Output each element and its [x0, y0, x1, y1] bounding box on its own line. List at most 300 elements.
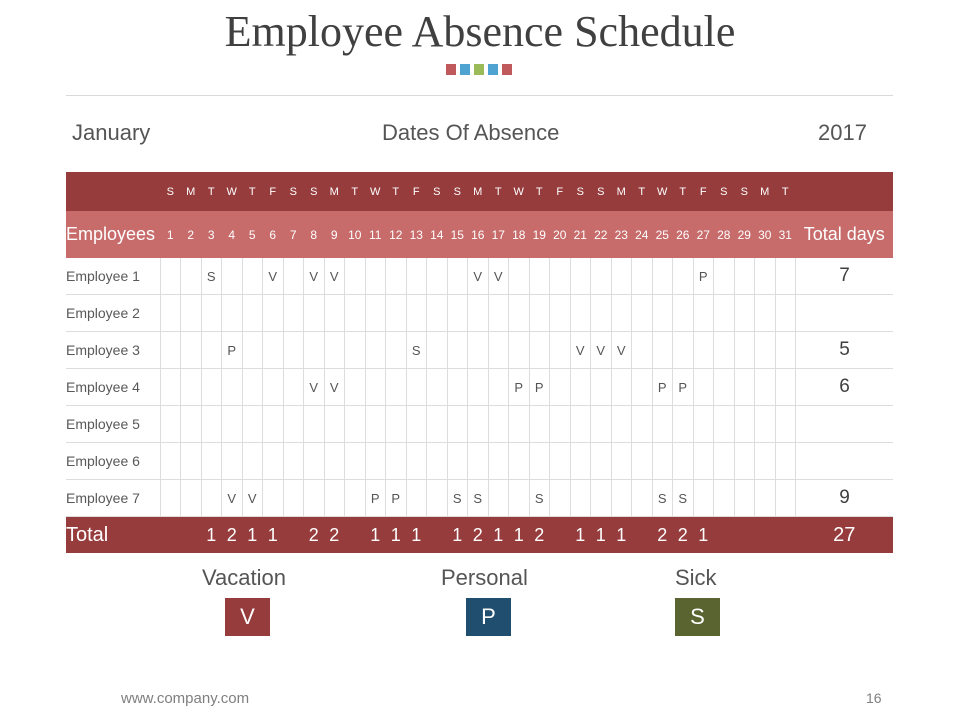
absence-cell [386, 369, 407, 406]
page-number: 16 [866, 690, 882, 706]
absence-table [66, 172, 893, 553]
absence-cell [632, 443, 653, 480]
daily-total: 2 [652, 517, 673, 554]
weekday-header-row [66, 172, 893, 211]
absence-cell [324, 443, 345, 480]
legend-personal-label: Personal [441, 565, 528, 590]
daily-total: 1 [611, 517, 632, 554]
daily-total [427, 517, 448, 554]
year-label: 2017 [818, 120, 867, 145]
absence-cell [242, 443, 263, 480]
daily-total: 2 [529, 517, 550, 554]
absence-cell [591, 369, 612, 406]
absence-cell [755, 258, 776, 295]
absence-cell [304, 406, 325, 443]
absence-cell [160, 480, 181, 517]
absence-cell: V [324, 369, 345, 406]
absence-cell [242, 406, 263, 443]
weekday-label: M [611, 172, 632, 211]
decor-square [474, 64, 484, 75]
absence-cell [775, 369, 796, 406]
table-row [66, 332, 893, 369]
absence-cell [755, 332, 776, 369]
table-row [66, 406, 893, 443]
day-number: 15 [447, 211, 468, 258]
absence-cell [693, 295, 714, 332]
weekday-label: T [529, 172, 550, 211]
absence-cell [304, 480, 325, 517]
absence-cell [242, 258, 263, 295]
absence-cell [386, 332, 407, 369]
weekday-label: S [734, 172, 755, 211]
absence-cell [263, 332, 284, 369]
daily-total: 1 [242, 517, 263, 554]
absence-cell [673, 406, 694, 443]
absence-cell [775, 258, 796, 295]
absence-cell [632, 369, 653, 406]
employee-total: 6 [796, 369, 894, 406]
daily-total: 1 [263, 517, 284, 554]
absence-cell: V [488, 258, 509, 295]
absence-cell [201, 332, 222, 369]
absence-cell [775, 480, 796, 517]
absence-cell [652, 406, 673, 443]
weekday-header-spacer [66, 172, 160, 211]
absence-cell [693, 406, 714, 443]
absence-cell [181, 443, 202, 480]
absence-cell [570, 406, 591, 443]
weekday-label: M [324, 172, 345, 211]
absence-cell [222, 258, 243, 295]
daily-total: 1 [509, 517, 530, 554]
absence-cell [160, 369, 181, 406]
absence-cell [181, 369, 202, 406]
absence-cell [427, 443, 448, 480]
table-row [66, 480, 893, 517]
day-number: 13 [406, 211, 427, 258]
absence-cell [324, 406, 345, 443]
absence-cell: V [611, 332, 632, 369]
absence-cell [611, 295, 632, 332]
daily-total: 2 [673, 517, 694, 554]
absence-cell [550, 258, 571, 295]
absence-cell [365, 443, 386, 480]
absence-cell [386, 443, 407, 480]
absence-cell [324, 332, 345, 369]
absence-cell [201, 480, 222, 517]
absence-cell [693, 443, 714, 480]
title-decoration [446, 64, 512, 75]
daily-total: 1 [693, 517, 714, 554]
absence-cell: S [201, 258, 222, 295]
table-row [66, 443, 893, 480]
absence-cell [283, 480, 304, 517]
absence-cell [550, 332, 571, 369]
absence-cell [591, 480, 612, 517]
absence-cell [345, 369, 366, 406]
daily-total: 2 [222, 517, 243, 554]
absence-cell [529, 332, 550, 369]
absence-cell [632, 332, 653, 369]
absence-cell [693, 332, 714, 369]
absence-cell [181, 295, 202, 332]
day-number: 29 [734, 211, 755, 258]
absence-cell [509, 406, 530, 443]
day-number: 6 [263, 211, 284, 258]
absence-cell [386, 295, 407, 332]
absence-cell: V [304, 369, 325, 406]
day-number: 17 [488, 211, 509, 258]
absence-cell [468, 295, 489, 332]
absence-cell: P [509, 369, 530, 406]
legend-sick-label: Sick [675, 565, 717, 590]
weekday-label: S [304, 172, 325, 211]
absence-cell [283, 295, 304, 332]
absence-cell [324, 295, 345, 332]
absence-cell [365, 295, 386, 332]
absence-cell: V [591, 332, 612, 369]
absence-cell [734, 443, 755, 480]
absence-cell [775, 295, 796, 332]
absence-cell [714, 406, 735, 443]
absence-cell [755, 295, 776, 332]
daily-total [160, 517, 181, 554]
absence-cell [263, 480, 284, 517]
absence-cell: V [304, 258, 325, 295]
absence-cell [181, 258, 202, 295]
absence-cell [673, 332, 694, 369]
weekday-label: W [222, 172, 243, 211]
absence-cell [324, 480, 345, 517]
absence-cell: V [263, 258, 284, 295]
absence-cell [345, 406, 366, 443]
daily-total [632, 517, 653, 554]
daily-total: 1 [386, 517, 407, 554]
absence-cell [427, 406, 448, 443]
absence-cell [365, 332, 386, 369]
weekday-label: F [263, 172, 284, 211]
absence-cell [304, 443, 325, 480]
absence-cell [365, 258, 386, 295]
absence-cell [734, 369, 755, 406]
weekday-label: T [386, 172, 407, 211]
absence-cell: S [529, 480, 550, 517]
absence-cell: P [386, 480, 407, 517]
employee-name: Employee 1 [66, 258, 160, 295]
day-number: 28 [714, 211, 735, 258]
legend-sick-box: S [675, 598, 720, 636]
absence-cell [406, 258, 427, 295]
absence-cell [345, 443, 366, 480]
employee-total: 5 [796, 332, 894, 369]
absence-cell [427, 295, 448, 332]
absence-cell [714, 332, 735, 369]
employee-total: 9 [796, 480, 894, 517]
absence-cell [714, 480, 735, 517]
absence-cell [263, 406, 284, 443]
absence-cell [673, 443, 694, 480]
day-number: 9 [324, 211, 345, 258]
absence-cell [611, 443, 632, 480]
weekday-label: W [652, 172, 673, 211]
daily-total: 2 [304, 517, 325, 554]
absence-cell [529, 258, 550, 295]
absence-cell [714, 295, 735, 332]
employee-name: Employee 7 [66, 480, 160, 517]
weekday-label: S [447, 172, 468, 211]
grand-total: 27 [796, 517, 894, 554]
employee-total [796, 406, 894, 443]
daily-total [283, 517, 304, 554]
day-number: 25 [652, 211, 673, 258]
day-number: 31 [775, 211, 796, 258]
day-number: 12 [386, 211, 407, 258]
table-row [66, 295, 893, 332]
absence-cell [447, 332, 468, 369]
day-number: 21 [570, 211, 591, 258]
absence-cell [611, 480, 632, 517]
absence-cell: P [693, 258, 714, 295]
absence-cell [201, 443, 222, 480]
absence-cell [345, 332, 366, 369]
decor-square [488, 64, 498, 75]
weekday-label: T [488, 172, 509, 211]
absence-cell [488, 480, 509, 517]
daily-total [775, 517, 796, 554]
absence-cell [632, 480, 653, 517]
absence-cell [652, 443, 673, 480]
absence-cell [283, 332, 304, 369]
absence-cell: S [673, 480, 694, 517]
day-number: 18 [509, 211, 530, 258]
absence-cell [570, 295, 591, 332]
decor-square [460, 64, 470, 75]
absence-cell [714, 443, 735, 480]
absence-cell [406, 369, 427, 406]
absence-cell [427, 369, 448, 406]
legend-personal-box: P [466, 598, 511, 636]
absence-cell [160, 406, 181, 443]
absence-cell [365, 406, 386, 443]
absence-cell [734, 332, 755, 369]
absence-cell [591, 258, 612, 295]
absence-cell [755, 443, 776, 480]
absence-cell [406, 443, 427, 480]
day-number: 19 [529, 211, 550, 258]
weekday-label: T [345, 172, 366, 211]
daily-total: 2 [324, 517, 345, 554]
absence-cell [632, 406, 653, 443]
absence-cell [652, 295, 673, 332]
absence-cell [550, 369, 571, 406]
absence-cell [468, 369, 489, 406]
weekday-label: F [406, 172, 427, 211]
daily-total [181, 517, 202, 554]
absence-cell [345, 258, 366, 295]
absence-cell: P [365, 480, 386, 517]
legend-vacation-box: V [225, 598, 270, 636]
absence-cell [550, 406, 571, 443]
daily-total [345, 517, 366, 554]
daily-total: 2 [468, 517, 489, 554]
absence-cell [447, 406, 468, 443]
daily-total: 1 [488, 517, 509, 554]
total-label: Total [66, 517, 160, 554]
absence-cell [181, 480, 202, 517]
day-number: 24 [632, 211, 653, 258]
absence-cell [304, 332, 325, 369]
absence-cell [283, 258, 304, 295]
daily-total [755, 517, 776, 554]
employees-header: Employees [66, 211, 160, 258]
absence-cell [570, 258, 591, 295]
absence-cell [652, 258, 673, 295]
absence-cell [591, 295, 612, 332]
absence-cell [632, 295, 653, 332]
day-number: 4 [222, 211, 243, 258]
day-number: 1 [160, 211, 181, 258]
employee-name: Employee 5 [66, 406, 160, 443]
day-number: 20 [550, 211, 571, 258]
absence-cell [242, 332, 263, 369]
absence-cell [160, 332, 181, 369]
day-number: 2 [181, 211, 202, 258]
weekday-label: S [160, 172, 181, 211]
employee-name: Employee 2 [66, 295, 160, 332]
absence-cell: S [468, 480, 489, 517]
daily-total: 1 [406, 517, 427, 554]
weekday-label: W [509, 172, 530, 211]
absence-cell [242, 369, 263, 406]
date-header-row [66, 211, 893, 258]
absence-cell [509, 480, 530, 517]
daily-total: 1 [447, 517, 468, 554]
absence-cell [427, 332, 448, 369]
absence-cell: S [652, 480, 673, 517]
weekday-label: T [201, 172, 222, 211]
absence-cell [201, 369, 222, 406]
day-number: 11 [365, 211, 386, 258]
absence-cell: P [673, 369, 694, 406]
day-number: 22 [591, 211, 612, 258]
weekday-label: M [468, 172, 489, 211]
absence-cell [611, 406, 632, 443]
absence-cell [509, 258, 530, 295]
absence-cell [283, 406, 304, 443]
absence-cell [427, 480, 448, 517]
absence-cell [775, 443, 796, 480]
daily-total: 1 [365, 517, 386, 554]
absence-cell [242, 295, 263, 332]
absence-cell [734, 295, 755, 332]
absence-cell [468, 443, 489, 480]
absence-cell [570, 480, 591, 517]
absence-cell [160, 295, 181, 332]
legend-vacation-label: Vacation [202, 565, 286, 590]
absence-cell [222, 406, 243, 443]
absence-cell [468, 406, 489, 443]
absence-cell [652, 332, 673, 369]
absence-cell [427, 258, 448, 295]
day-number: 30 [755, 211, 776, 258]
employee-total [796, 443, 894, 480]
decor-square [502, 64, 512, 75]
absence-cell: S [447, 480, 468, 517]
day-number: 26 [673, 211, 694, 258]
weekday-label: M [755, 172, 776, 211]
absence-cell [447, 295, 468, 332]
absence-cell [222, 443, 243, 480]
day-number: 16 [468, 211, 489, 258]
weekday-label: S [283, 172, 304, 211]
absence-cell [222, 295, 243, 332]
absence-cell [488, 295, 509, 332]
absence-cell [734, 258, 755, 295]
absence-cell [509, 295, 530, 332]
absence-cell [775, 406, 796, 443]
day-number: 27 [693, 211, 714, 258]
absence-cell [222, 369, 243, 406]
absence-cell [509, 443, 530, 480]
weekday-label: W [365, 172, 386, 211]
daily-total [550, 517, 571, 554]
day-number: 3 [201, 211, 222, 258]
absence-cell [673, 295, 694, 332]
absence-cell [734, 480, 755, 517]
absence-cell [488, 332, 509, 369]
weekday-label: S [591, 172, 612, 211]
absence-cell [714, 369, 735, 406]
absence-cell [550, 443, 571, 480]
weekday-label: S [427, 172, 448, 211]
absence-cell [755, 369, 776, 406]
daily-total [734, 517, 755, 554]
absence-cell [570, 443, 591, 480]
absence-cell [693, 480, 714, 517]
absence-cell [755, 406, 776, 443]
absence-cell [345, 295, 366, 332]
absence-cell [181, 406, 202, 443]
absence-cell [611, 369, 632, 406]
day-number: 23 [611, 211, 632, 258]
employee-total [796, 295, 894, 332]
absence-cell: P [222, 332, 243, 369]
absence-cell [529, 295, 550, 332]
absence-cell: V [324, 258, 345, 295]
absence-cell [775, 332, 796, 369]
daily-total [714, 517, 735, 554]
absence-cell [263, 369, 284, 406]
absence-cell: V [222, 480, 243, 517]
footer-url[interactable]: www.company.com [121, 690, 250, 707]
weekday-label: S [714, 172, 735, 211]
absence-cell [406, 295, 427, 332]
absence-cell [693, 369, 714, 406]
month-label: January [72, 120, 151, 145]
absence-cell [714, 258, 735, 295]
day-number: 10 [345, 211, 366, 258]
absence-cell [283, 369, 304, 406]
absence-cell: V [468, 258, 489, 295]
absence-cell [632, 258, 653, 295]
absence-cell [488, 406, 509, 443]
weekday-label: F [693, 172, 714, 211]
absence-cell [160, 258, 181, 295]
table-row [66, 369, 893, 406]
absence-cell [529, 443, 550, 480]
weekday-label: T [673, 172, 694, 211]
absence-cell: P [652, 369, 673, 406]
